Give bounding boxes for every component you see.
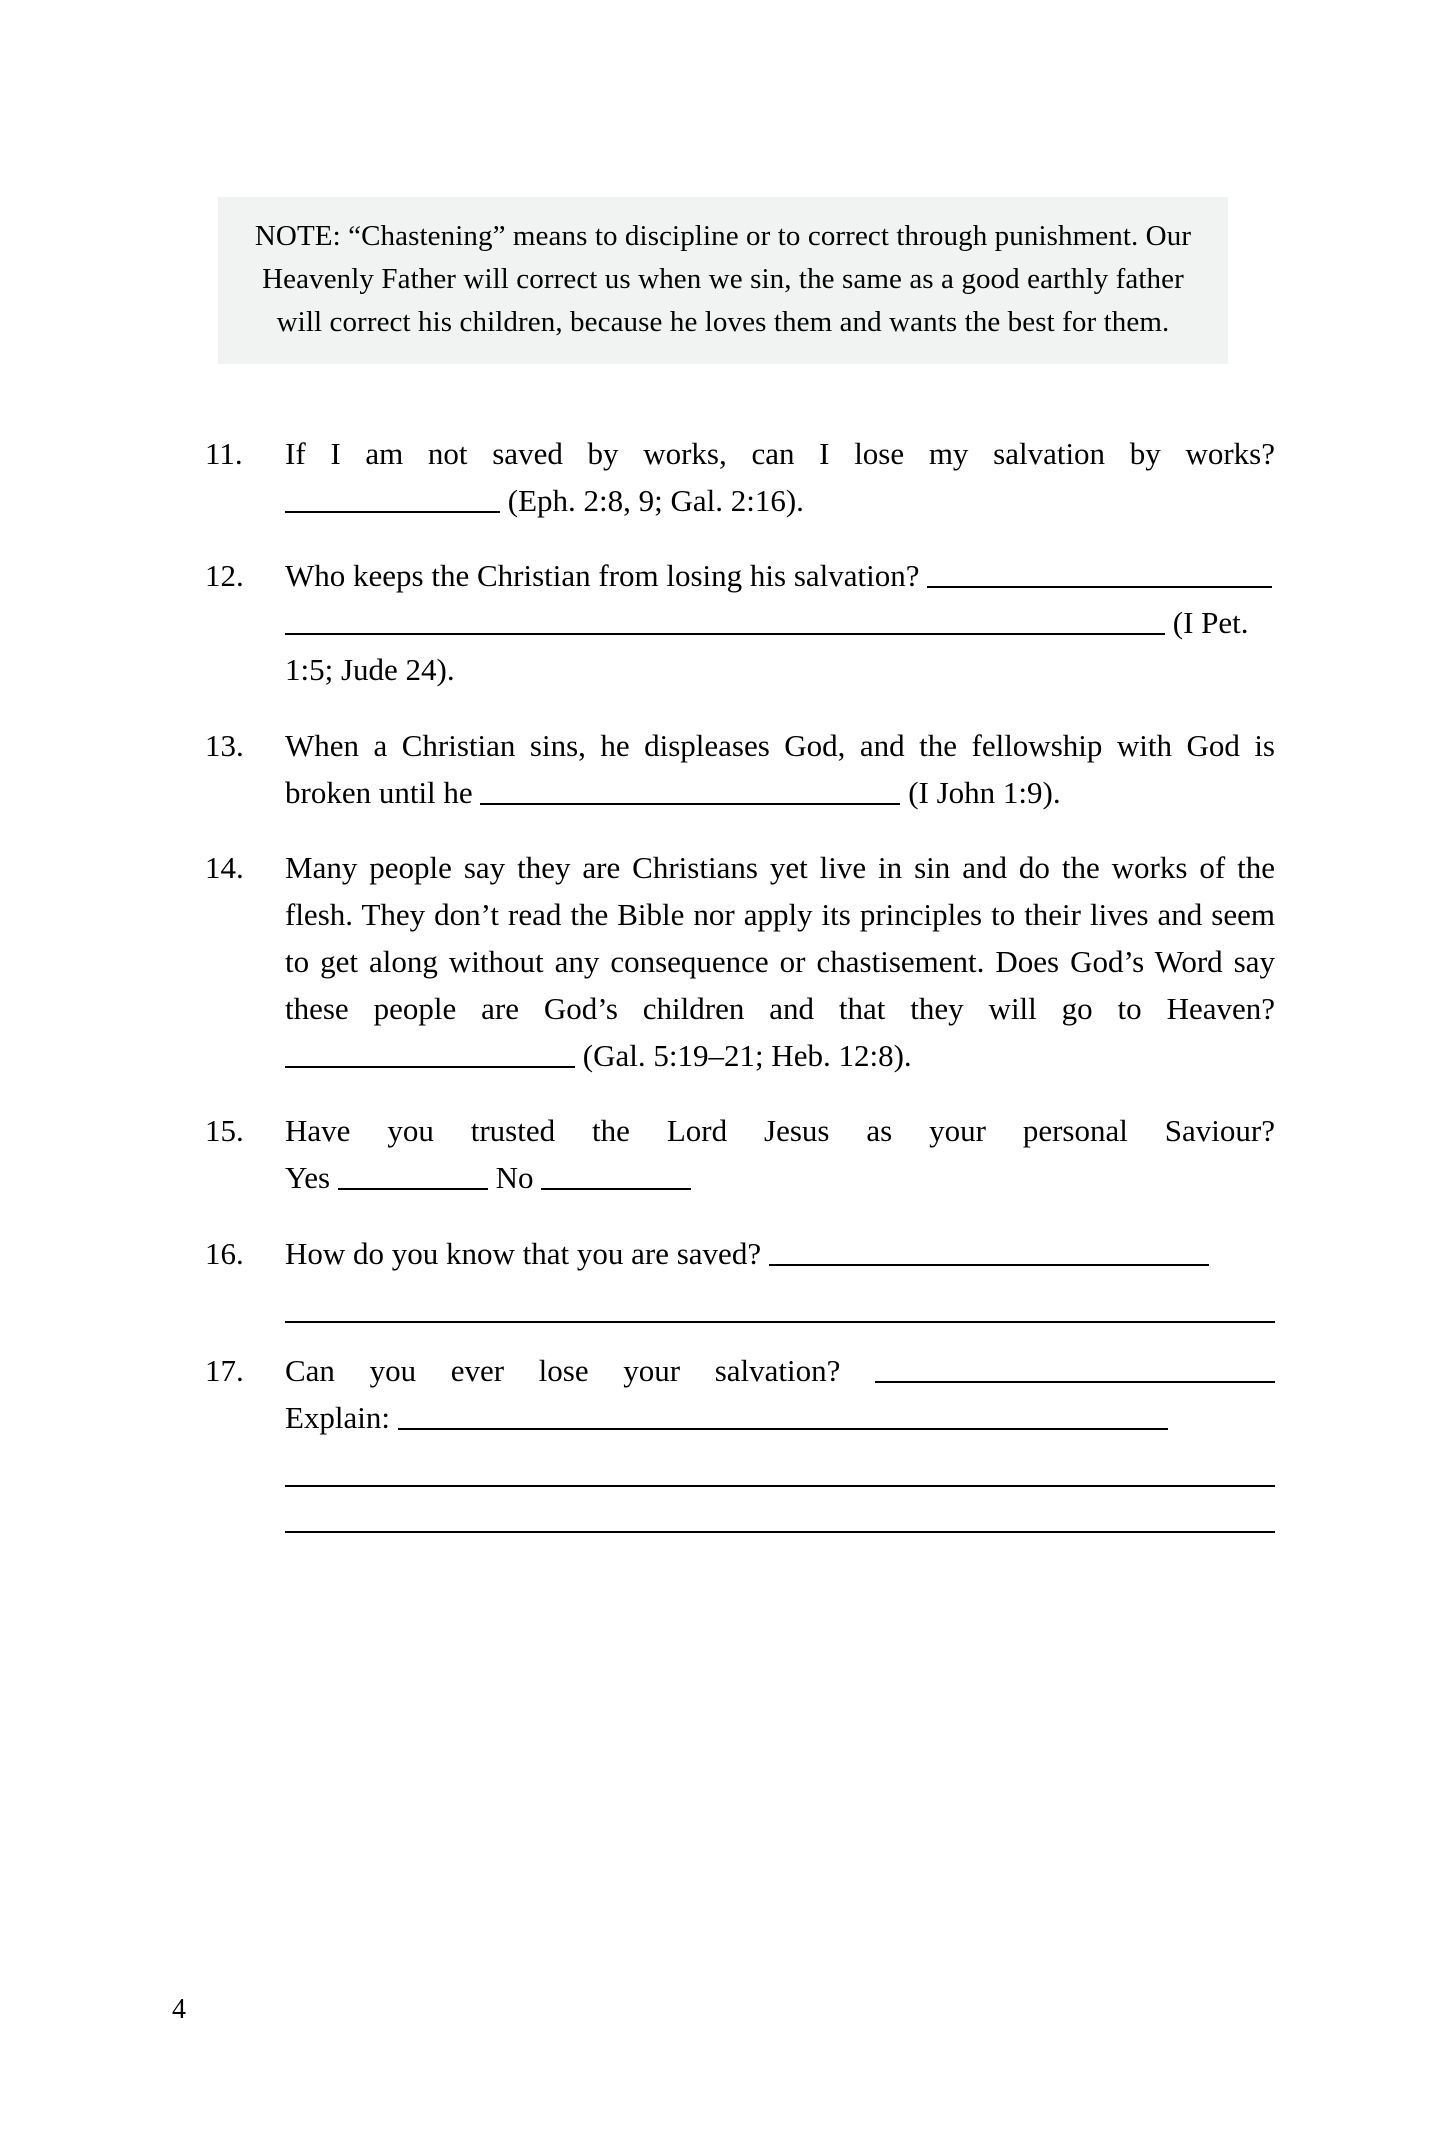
question-explain-row-17	[285, 1394, 1275, 1441]
question-body-16	[285, 1230, 1275, 1277]
question-reference-12: (I Pet. 1:5; Jude 24).	[285, 605, 1249, 688]
question-number-16: 16.	[205, 1235, 244, 1271]
question-text-15: Have you trusted the Lord Jesus as your personal Saviour?	[285, 1113, 1275, 1149]
question-number-13: 13.	[205, 727, 244, 763]
answer-blank-12b[interactable]	[285, 602, 1165, 636]
yes-label-15: Yes	[285, 1160, 331, 1196]
question-body-13	[285, 722, 1275, 816]
explain-label-17: Explain:	[285, 1399, 391, 1435]
answer-blank-16a[interactable]	[769, 1232, 1209, 1266]
answer-blank-13[interactable]	[480, 771, 900, 805]
question-text-17: Can you ever lose your salvation?	[285, 1352, 841, 1388]
question-answer-row-15	[285, 1154, 1275, 1201]
question-body-17	[285, 1347, 1275, 1394]
answer-blank-17b[interactable]	[398, 1396, 1168, 1430]
question-body-12	[285, 552, 1275, 693]
answer-blank-14[interactable]	[285, 1035, 575, 1069]
no-label-15: No	[495, 1160, 534, 1196]
question-item-12	[0, 552, 1445, 693]
question-item-13	[0, 722, 1445, 816]
answer-blank-11[interactable]	[285, 480, 500, 514]
question-number-17: 17.	[205, 1352, 244, 1388]
question-reference-13: (I John 1:9).	[908, 774, 1061, 810]
page-number: 4	[172, 1994, 186, 2025]
answer-blank-17a[interactable]	[875, 1349, 1275, 1383]
question-text-12: Who keeps the Christian from losing his salvation?	[285, 558, 920, 594]
question-item-17	[0, 1347, 1445, 1533]
question-item-15	[0, 1107, 1445, 1201]
question-body-14	[285, 844, 1275, 1080]
answer-blank-17c[interactable]	[285, 1485, 1275, 1487]
question-text-14: Many people say they are Christians yet live in sin and do the works of the flesh. They don’t read the Bible nor apply its principles to their lives and seem to get along without any consequence or chastisement. Does God’s Word say these people are God’s children and that they will go to Heaven?	[285, 849, 1275, 1027]
question-body-11	[285, 430, 1275, 477]
question-text-13: When a Christian sins, he displeases God, and the fellowship with God is broken until he	[285, 727, 1275, 810]
question-item-16	[0, 1230, 1445, 1323]
question-number-11: 11.	[205, 436, 243, 471]
question-number-15: 15.	[205, 1113, 244, 1149]
question-body-15	[285, 1107, 1275, 1154]
answer-blank-17d[interactable]	[285, 1531, 1275, 1533]
question-reference-11: (Eph. 2:8, 9; Gal. 2:16).	[507, 483, 804, 519]
question-answer-row-11	[285, 477, 1275, 524]
question-number-12: 12.	[205, 558, 244, 594]
question-item-14	[0, 844, 1445, 1080]
answer-blank-yes-15[interactable]	[338, 1157, 488, 1191]
question-number-14: 14.	[205, 849, 244, 885]
question-item-11	[0, 430, 1445, 524]
question-text-11: If I am not saved by works, can I lose my salvation by works?	[285, 436, 1275, 471]
question-text-16: How do you know that you are saved?	[285, 1235, 762, 1271]
question-list	[0, 430, 1445, 1557]
note-callout-box: NOTE: “Chastening” means to discipline or to correct through punishment. Our Heavenly Father will correct us when we sin, the same as a good earthly father will correct his children, because he loves them and wants the best for them.	[218, 197, 1228, 364]
answer-blank-12a[interactable]	[927, 555, 1272, 589]
question-reference-14: (Gal. 5:19–21; Heb. 12:8).	[582, 1038, 912, 1074]
answer-blank-no-15[interactable]	[541, 1157, 691, 1191]
answer-blank-16b[interactable]	[285, 1321, 1275, 1323]
